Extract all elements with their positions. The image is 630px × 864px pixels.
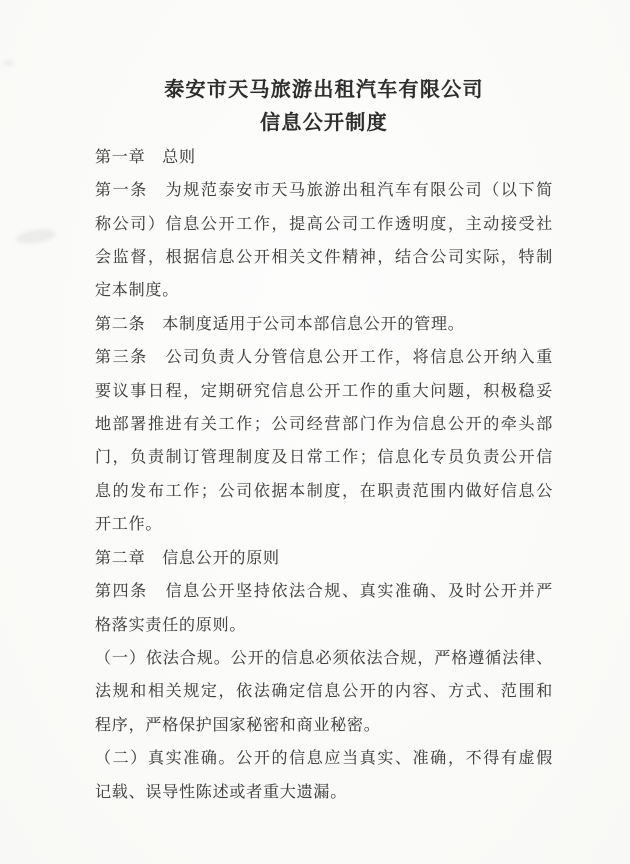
document-line: 第一章 总则 xyxy=(95,148,196,166)
document-line: 会监督，根据信息公开相关文件精神，结合公司实际，特制 xyxy=(95,249,553,267)
document-title-line-1: 泰安市天马旅游出租汽车有限公司 xyxy=(164,79,484,101)
document-line: 称公司）信息公开工作，提高公司工作透明度，主动接受社 xyxy=(95,215,553,233)
document-line: 地部署推进有关工作；公司经营部门作为信息公开的牵头部 xyxy=(95,416,553,434)
document-line: 门，负责制订管理制度及日常工作；信息化专员负责公开信 xyxy=(95,449,553,467)
document-line: 法规和相关规定，依法确定信息公开的内容、方式、范围和 xyxy=(95,683,553,701)
document-line: 第三条 公司负责人分管信息公开工作，将信息公开纳入重 xyxy=(95,349,553,367)
document-line: 开工作。 xyxy=(95,516,163,534)
scan-smudge xyxy=(15,227,56,245)
document-line: 记载、误导性陈述或者重大遗漏。 xyxy=(95,783,348,801)
document-line: （一）依法合规。公开的信息必须依法合规，严格遵循法律、 xyxy=(95,649,553,667)
document-line: 第一条 为规范泰安市天马旅游出租汽车有限公司（以下简 xyxy=(95,182,553,200)
scan-speck xyxy=(4,60,14,66)
document-body xyxy=(95,141,553,809)
document-line: 程序，严格保护国家秘密和商业秘密。 xyxy=(95,716,381,734)
document-line: 定本制度。 xyxy=(95,282,180,300)
document-line: 格落实责任的原则。 xyxy=(95,616,247,634)
document-title-line-2: 信息公开制度 xyxy=(260,112,388,135)
document-column xyxy=(95,74,553,809)
document-line: （二）真实准确。公开的信息应当真实、准确，不得有虚假 xyxy=(95,750,553,768)
document-line: 要议事日程，定期研究信息公开工作的重大问题，积极稳妥 xyxy=(95,382,553,400)
document-line: 第四条 信息公开坚持依法合规、真实准确、及时公开并严 xyxy=(95,583,553,601)
document-line: 第二条 本制度适用于公司本部信息公开的管理。 xyxy=(95,315,465,333)
document-line: 息的发布工作；公司依据本制度，在职责范围内做好信息公 xyxy=(95,482,553,500)
document-line: 第二章 信息公开的原则 xyxy=(95,549,280,567)
